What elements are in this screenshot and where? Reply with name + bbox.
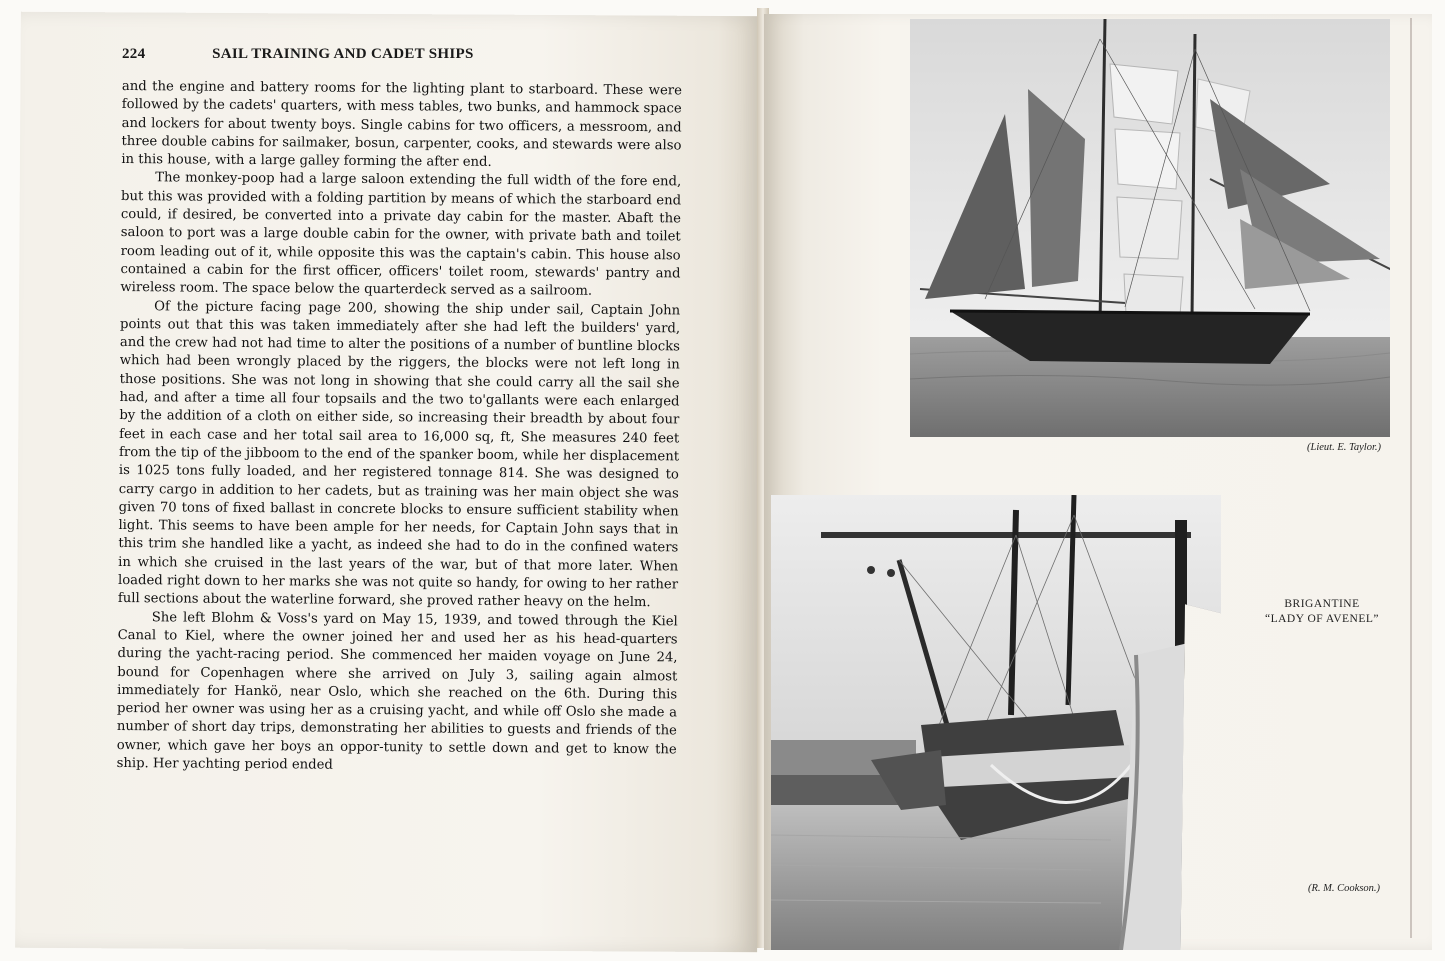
ship-under-sail-photo	[910, 19, 1390, 437]
running-head	[122, 46, 682, 63]
top-photo-credit: (Lieut. E. Taylor.)	[1307, 442, 1381, 453]
photo-caption	[1242, 597, 1402, 627]
paragraph-continuation: and the engine and battery rooms for the lighting plant to starboard. These were followed by the cadets' quarters, with mess tables, two bunks, and hammock space and lockers for about twenty boys. Single cabins for two officers, a messroom, and three double cabins for sailmaker, bosun, carpenter, cooks, and stewards were also in this house, with a large galley forming the after end.	[121, 78, 682, 171]
page-title: SAIL TRAINING AND CADET SHIPS	[212, 46, 474, 62]
page-edge	[1410, 18, 1412, 938]
body-text	[117, 78, 682, 778]
caption-ship-type: BRIGANTINE	[1284, 598, 1360, 610]
page-number: 224	[122, 46, 146, 62]
ship-under-sail-image	[910, 19, 1390, 437]
brigantine-dock-photo	[771, 495, 1221, 950]
paragraph-monkey-poop: The monkey-poop had a large saloon extending the full width of the fore end, but this was provided with a folding partition by means of which the starboard end could, if desired, be converted into a private day cabin for the master. Abaft the saloon to port was a large double cabin for the owner, with private bath and toilet room leading out of it, while opposite this was the captain's cabin. This house also contained a cabin for the first officer, officers' toilet room, stewards' pantry and wireless room. The space below the quarterdeck served as a sailroom.	[120, 170, 682, 299]
caption-ship-name: “LADY OF AVENEL”	[1264, 613, 1380, 625]
paragraph-maiden-voyage: She left Blohm & Voss's yard on May 15, 1939, and towed through the Kiel Canal to Kiel, where the owner joined her and used her as his head-quarters during the yacht-racing period. She commenced her maiden voyage on June 24, bound for Copenhagen where she arrived on July 3, sailing again almost immediately for Hankö, near Oslo, which she reached on the 6th. During this period her owner was using her as a cruising yacht, and while off Oslo she made a number of short day trips, demonstrating her abilities to guests and friends of the owner, which gave her boys an oppor-tunity to settle down and get to know the ship. Her yachting period ended	[116, 609, 678, 773]
brigantine-dock-image	[771, 495, 1221, 950]
bottom-photo-credit: (R. M. Cookson.)	[1308, 883, 1381, 894]
paragraph-picture-facing: Of the picture facing page 200, showing the ship under sail, Captain John points out that this was taken immediately after she had left the builders' yard, and the crew had not had time to alter the positions of a number of buntline blocks which had been wrongly placed by the riggers, the blocks were not left long in those positions. She was not long in showing that she could carry all the sail she had, and after a time all four topsails and the two to'gallants were each enlarged by the addition of a cloth on either side, so increasing their breadth by about four feet in each case and her total sail area to 16,000 sq, ft, She measures 240 feet from the tip of the jibboom to the end of the spanker boom, while her displacement is 1025 tons fully loaded, and her registered tonnage 814. She was designed to carry cargo in addition to her cadets, but as training was her main object she was given 70 tons of fixed ballast in concrete blocks to ensure sufficient stability when light. This seems to have been ample for her needs, for Captain John says that in this trim she handled like a yacht, as indeed she had to do in the confined waters in which she cruised in the last years of the war, but of that more later. When loaded right down to her marks she was not quite so handy, for owing to her rather full sections about the waterline forward, she proved rather heavy on the helm.	[117, 298, 681, 611]
